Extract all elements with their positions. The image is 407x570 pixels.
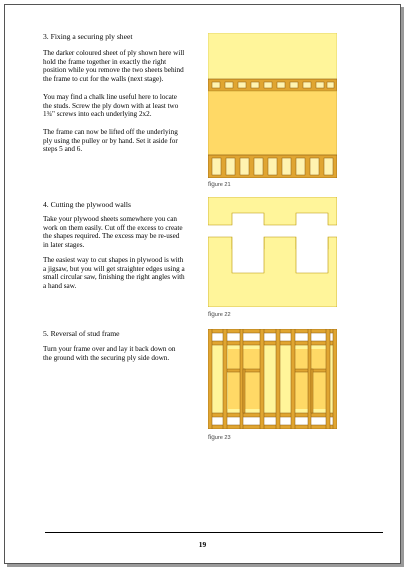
figure-21-caption: figure 21 — [208, 181, 231, 188]
figure-23-reversed-stud-frame — [208, 329, 337, 429]
paragraph: The frame can now be lifted off the underlying ply using the pulley or by hand. Set it aside for steps 5 and 6. — [43, 128, 178, 154]
figure-22-caption: figure 22 — [208, 311, 231, 318]
document-page — [4, 4, 401, 564]
section-heading-cutting-walls: 4. Cutting the plywood walls — [43, 200, 131, 209]
paragraph: The darker coloured sheet of ply shown here will hold the frame together in exactly the right position while you remove the two sheets behind the frame to cut for the walls (next stage). — [43, 49, 185, 83]
paragraph: The easiest way to cut shapes in plywood is with a jigsaw, but you will get straighter edges using a small circular saw, finishing the right angles with a hand saw. — [43, 256, 185, 290]
figure-22-cut-plywood-walls — [208, 197, 337, 307]
page-number: 19 — [198, 540, 207, 549]
paragraph: Turn your frame over and lay it back down on the ground with the securing ply side down. — [43, 345, 176, 362]
section-heading-reversal: 5. Reversal of stud frame — [43, 329, 120, 338]
section-heading-fixing-ply: 3. Fixing a securing ply sheet — [43, 32, 133, 41]
figure-23-caption: figure 23 — [208, 434, 231, 441]
figure-21-frame-with-securing-ply — [208, 33, 337, 178]
paragraph: You may find a chalk line useful here to locate the studs. Screw the ply down with at least two 1¾" screws into each underlying 2x2. — [43, 93, 179, 119]
footer-rule — [45, 532, 383, 533]
paragraph: Take your plywood sheets somewhere you can work on them easily. Cut off the excess to create the shapes required. The excess may be re-used in later stages. — [43, 215, 183, 249]
